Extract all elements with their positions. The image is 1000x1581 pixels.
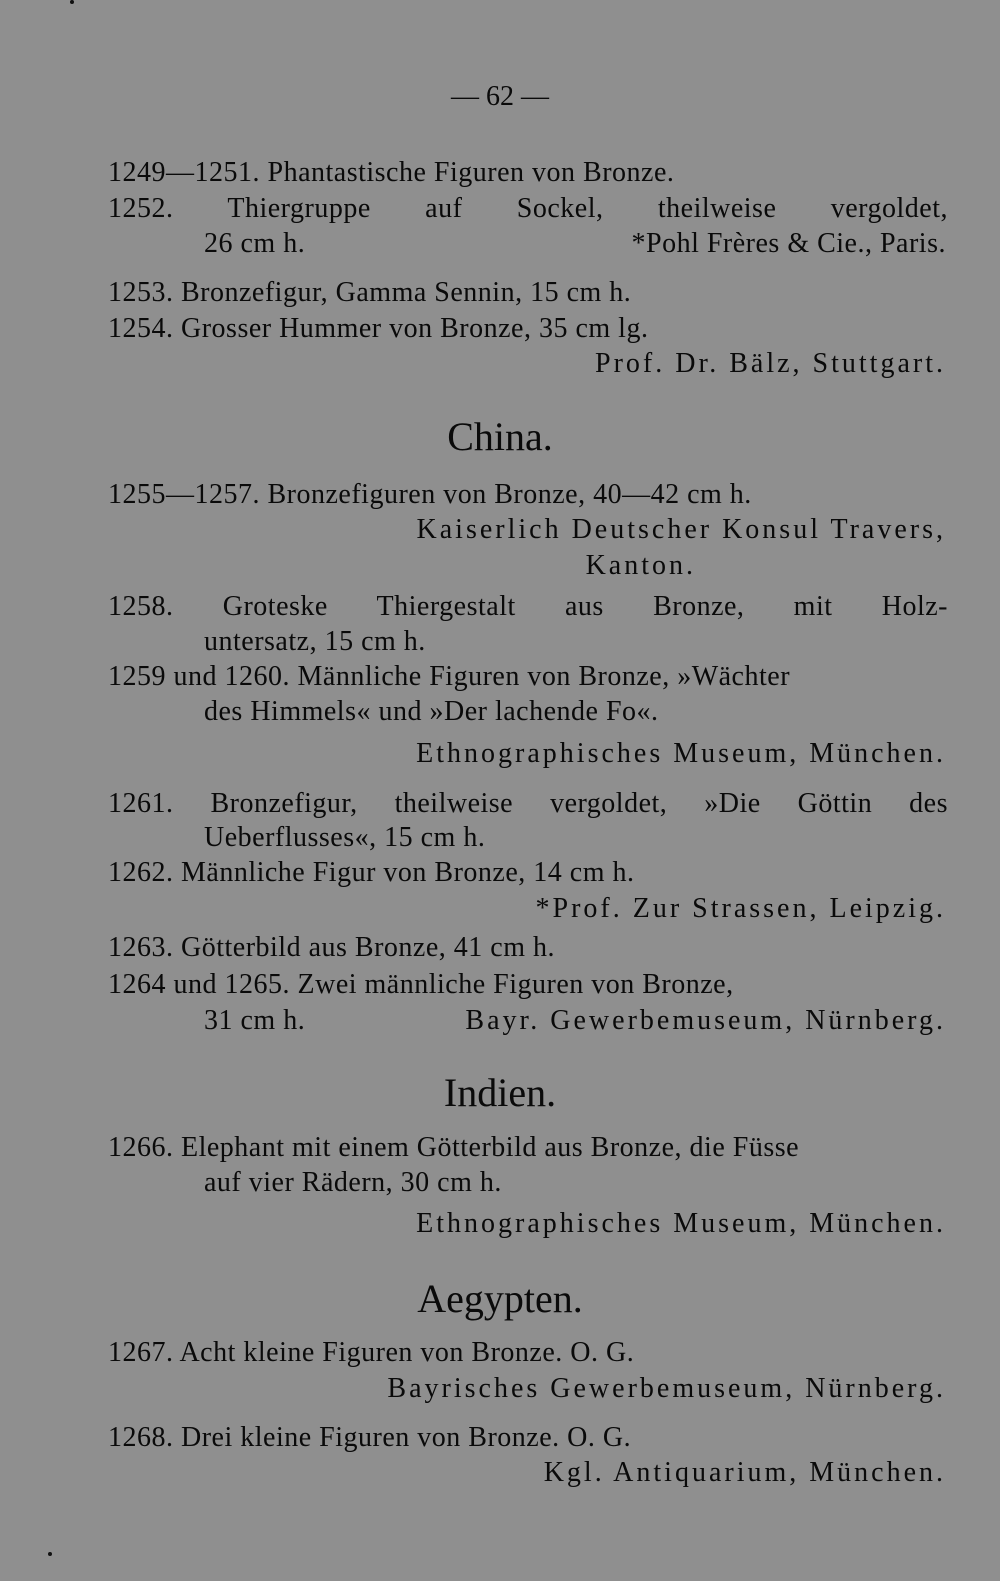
entry-1266-lender: Ethnographisches Museum, München. [416,1208,946,1239]
entry-1254-lender: Prof. Dr. Bälz, Stuttgart. [595,348,946,379]
entry-1258: 1258. Groteske Thiergestalt aus Bronze, mit Holz- [108,591,948,622]
section-heading-aegypten: Aegypten. [417,1276,583,1321]
print-speck [70,0,74,4]
entry-1252-lender: *Pohl Frères & Cie., Paris. [631,228,946,259]
entry-1261: 1261. Bronzefigur, theilweise vergoldet, »Die Göttin des [108,788,948,819]
entry-1264-size: 31 cm h. [204,1005,306,1036]
entry-1254: 1254. Grosser Hummer von Bronze, 35 cm lg. [108,313,649,344]
entry-1262: 1262. Männliche Figur von Bronze, 14 cm h. [108,857,635,888]
entry-1255-place: Kanton. [585,550,696,581]
entry-1263: 1263. Götterbild aus Bronze, 41 cm h. [108,932,555,963]
entry-1268: 1268. Drei kleine Figuren von Bronze. O. G. [108,1422,632,1453]
page-number: — 62 — [451,81,549,112]
entry-1266: 1266. Elephant mit einem Götterbild aus Bronze, die Füsse [108,1132,800,1163]
entry-1264-lender: Bayr. Gewerbemuseum, Nürnberg. [465,1005,946,1036]
entry-1261-cont: Ueberflusses«, 15 cm h. [204,822,486,853]
entry-1255-lender: Kaiserlich Deutscher Konsul Travers, [416,514,946,545]
entry-1259-1260: 1259 und 1260. Männliche Figuren von Bronze, »Wächter [108,661,791,692]
entry-1267: 1267. Acht kleine Figuren von Bronze. O. G. [108,1337,635,1368]
entry-1253: 1253. Bronzefigur, Gamma Sennin, 15 cm h. [108,277,632,308]
entry-1266-cont: auf vier Rädern, 30 cm h. [204,1167,502,1198]
entry-1252-size: 26 cm h. [204,228,306,259]
entry-1262-lender: *Prof. Zur Strassen, Leipzig. [535,893,946,924]
section-heading-china: China. [447,414,553,459]
entry-1249-1251: 1249—1251. Phantastische Figuren von Bronze. [108,157,675,188]
entry-1252: 1252. Thiergruppe auf Sockel, theilweise vergoldet, [108,193,948,224]
entry-1258-cont: untersatz, 15 cm h. [204,626,426,657]
entry-1264-1265: 1264 und 1265. Zwei männliche Figuren von Bronze, [108,969,734,1000]
section-heading-indien: Indien. [443,1070,557,1115]
entry-1268-lender: Kgl. Antiquarium, München. [543,1457,946,1488]
entry-1259-cont: des Himmels« und »Der lachende Fo«. [204,696,659,727]
entry-1255-1257: 1255—1257. Bronzefiguren von Bronze, 40—42 cm h. [108,479,752,510]
entry-1267-lender: Bayrisches Gewerbemuseum, Nürnberg. [387,1373,946,1404]
print-speck [48,1552,52,1556]
entry-1259-lender: Ethnographisches Museum, München. [416,738,946,769]
